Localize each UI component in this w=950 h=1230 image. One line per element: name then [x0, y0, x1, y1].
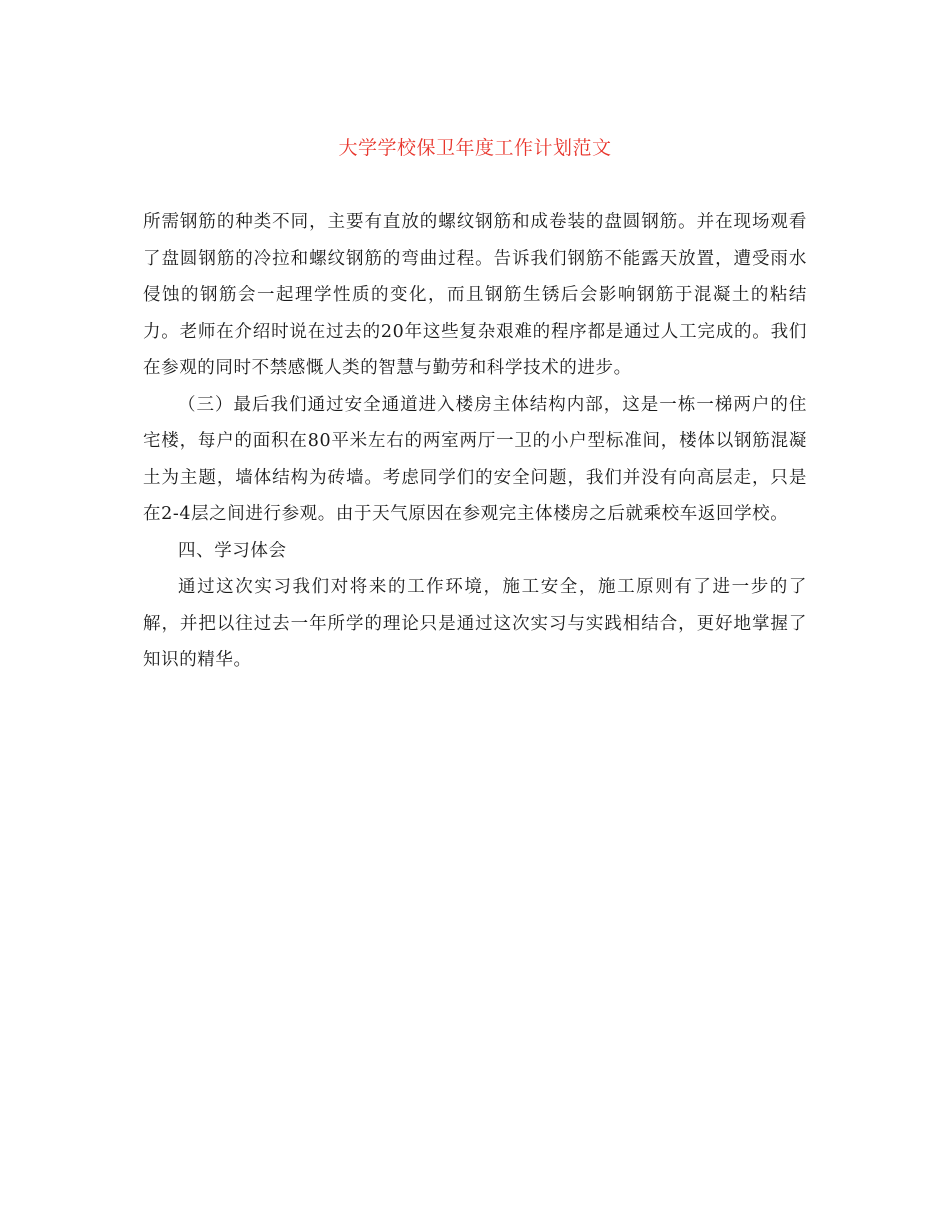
- paragraph-steel-bars: 所需钢筋的种类不同，主要有直放的螺纹钢筋和成卷装的盘圆钢筋。并在现场观看了盘圆钢筋的冷拉和螺纹钢筋的弯曲过程。告诉我们钢筋不能露天放置，遭受雨水侵蚀的钢筋会一起理学性质的变化，而且钢筋生锈后会影响钢筋于混凝土的粘结力。老师在介绍时说在过去的20年这些复杂艰难的程序都是通过人工完成的。我们在参观的同时不禁感慨人类的智慧与勤劳和科学技术的进步。: [143, 212, 807, 378]
- paragraph-learning-experience: 通过这次实习我们对将来的工作环境，施工安全，施工原则有了进一步的了解，并把以往过去一年所学的理论只是通过这次实习与实践相结合，更好地掌握了知识的精华。: [143, 577, 807, 670]
- section-heading-learning: 四、学习体会: [178, 540, 287, 561]
- paragraph-main-structure: （三）最后我们通过安全通道进入楼房主体结构内部，这是一栋一梯两户的住宅楼，每户的面积在80平米左右的两室两厅一卫的小户型标准间，楼体以钢筋混凝土为主题，墙体结构为砖墙。考虑同学们的安全问题，我们并没有向高层走，只是在2-4层之间进行参观。由于天气原因在参观完主体楼房之后就乘校车返回学校。: [143, 394, 807, 524]
- document-title: 大学学校保卫年度工作计划范文: [338, 137, 612, 159]
- document-body: [143, 204, 807, 679]
